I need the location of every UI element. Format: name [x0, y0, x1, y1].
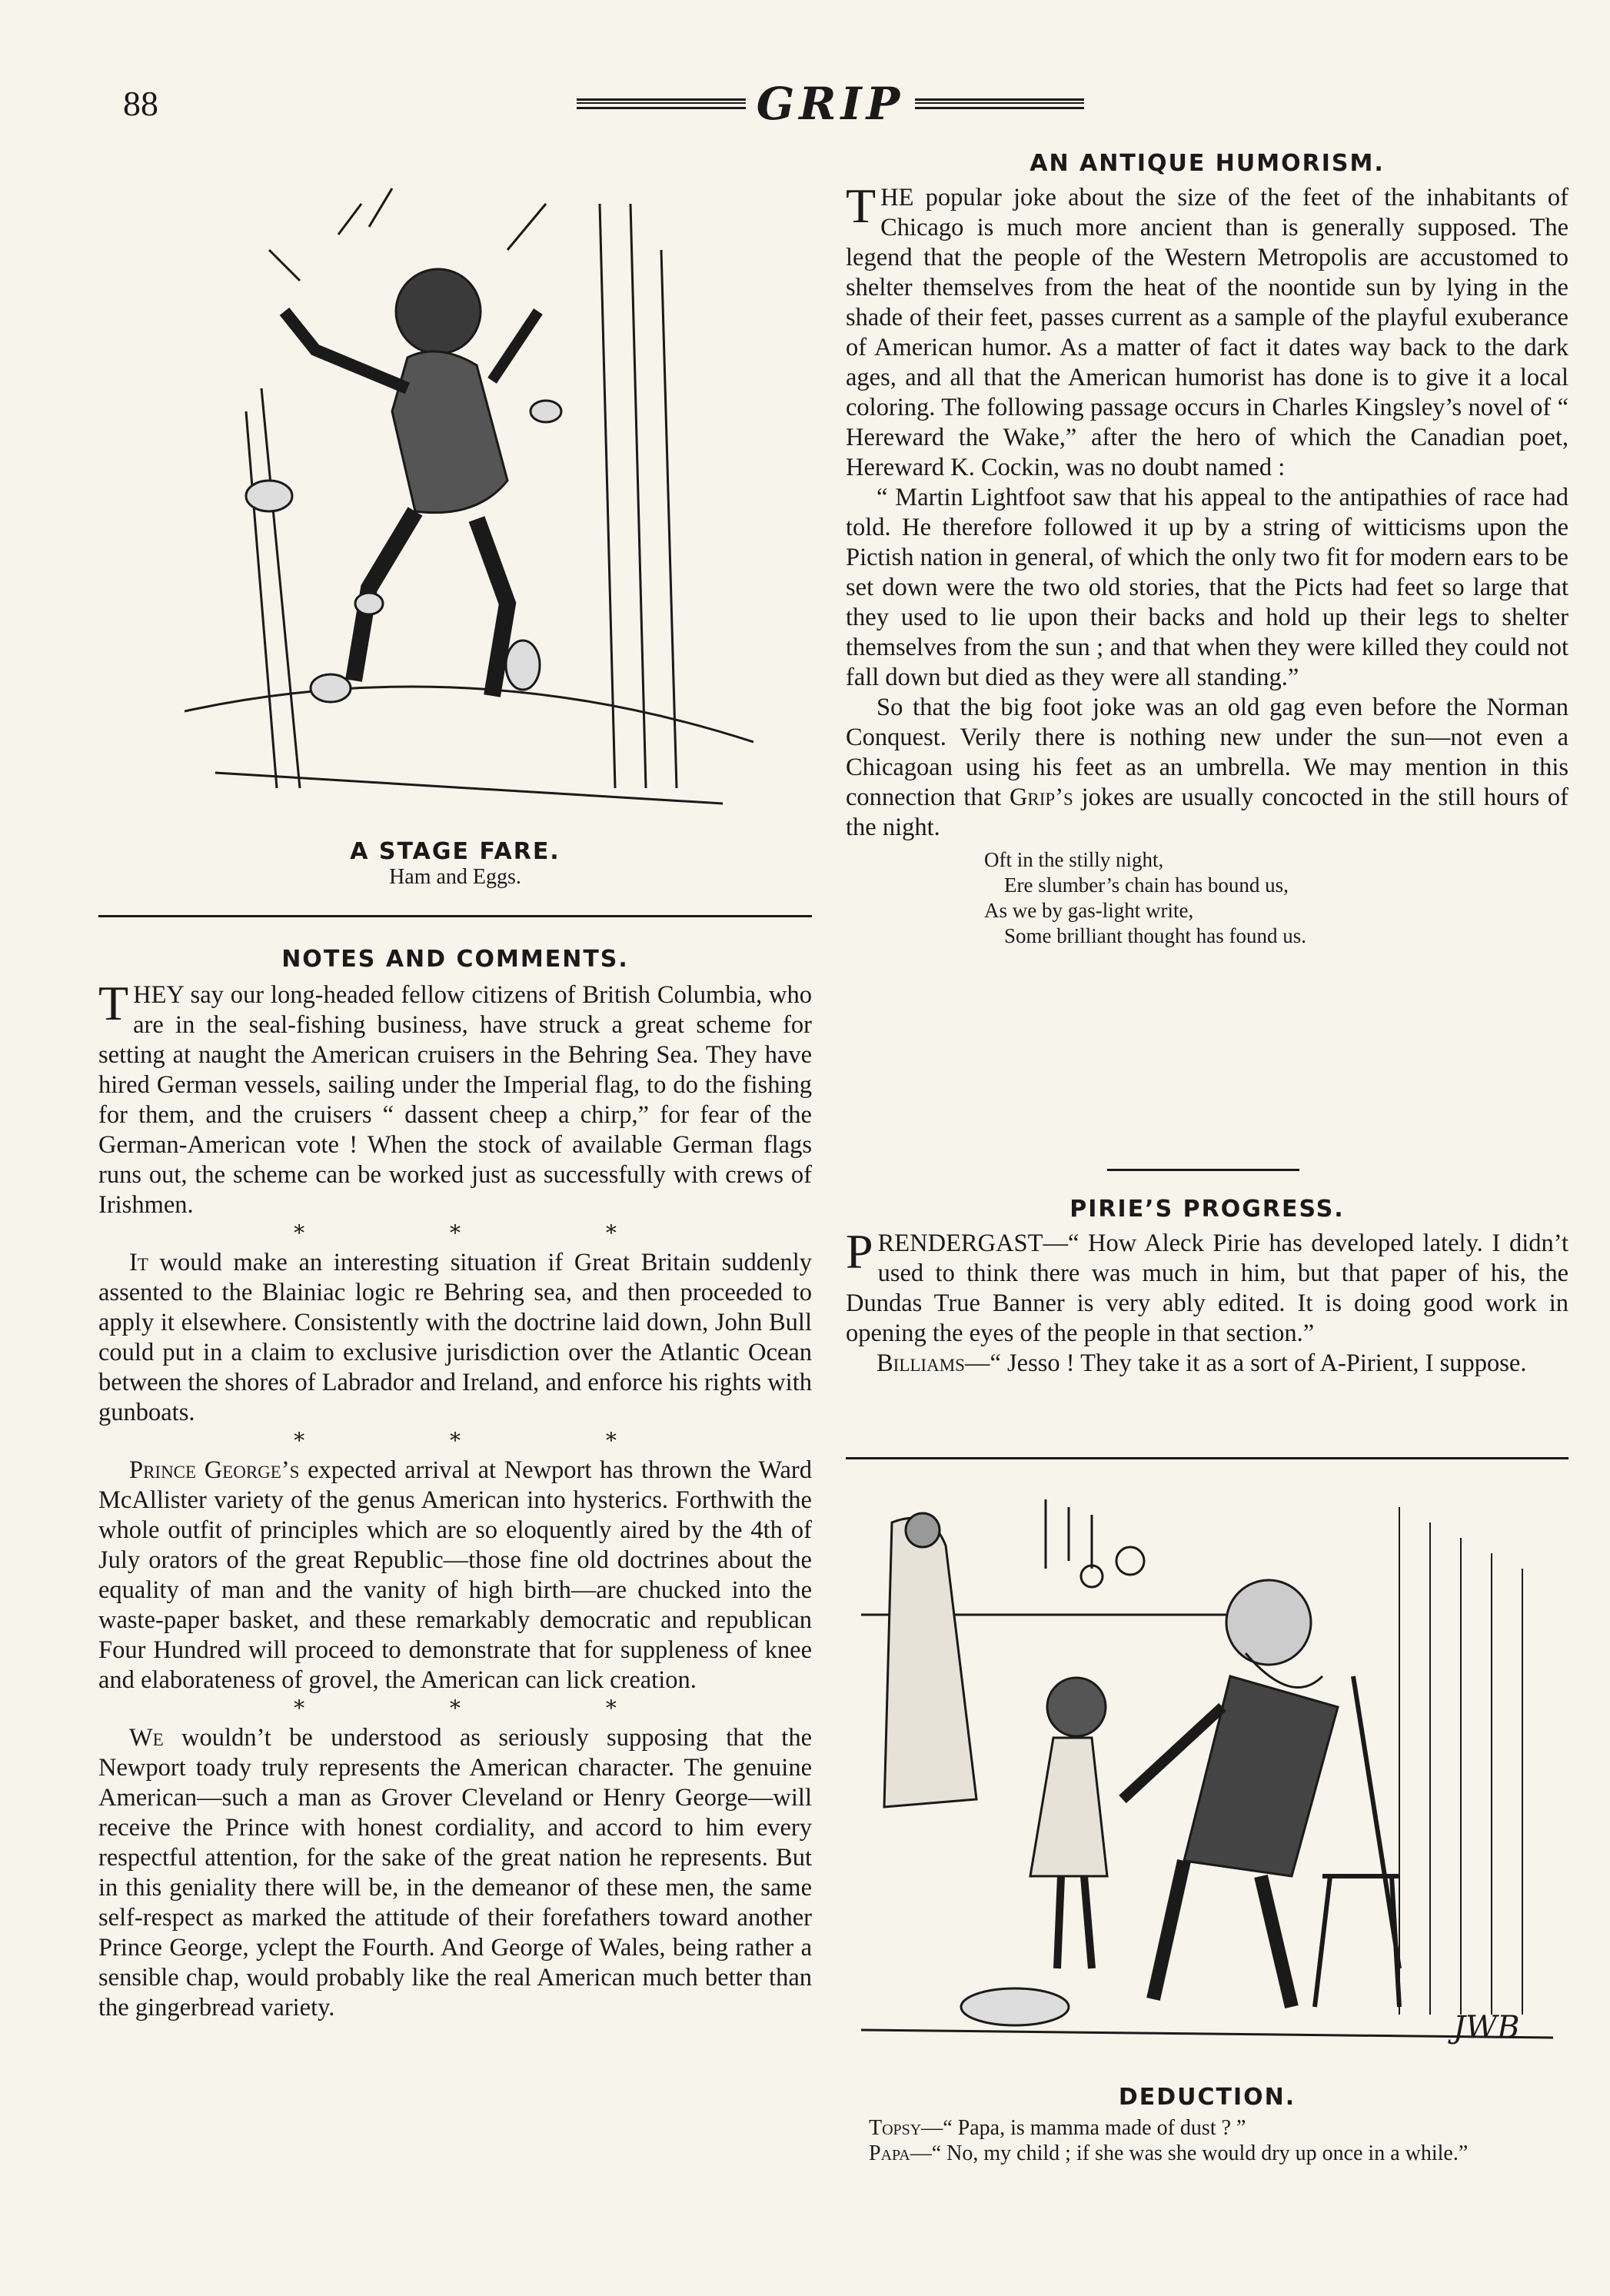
antique-paragraph-3 — [846, 693, 1568, 843]
antique-paragraph-3-b: jokes are usually concocted in the still hours of the night. — [846, 784, 1568, 841]
right-section-rule — [846, 1457, 1568, 1459]
deduction-line-2-speaker: Papa — [869, 2141, 910, 2165]
notes-paragraph-4-text: wouldn’t be understood as seriously supposing that the Newport toady truly represents the American character. The genuine American—such a man as Grover Cleveland or Henry George—will receive the Prince with honest cordiality, and accord to him every respectful attention, for the sake of the great nation he represents. But in this geniality there will be, in the demeanor of these men, the same self-respect as marked the attitude of their forefathers toward another Prince George, yclept the Fourth. And George of Wales, being rather a sensible chap, would probably like the real American much better than the gingerbread variety. — [98, 1724, 812, 2021]
page-number: 88 — [123, 84, 158, 123]
pirie-paragraph-1: PRENDERGAST—“ How Aleck Pirie has developed lately. I didn’t used to think there was much in him, but that paper of his, the Dundas True Banner is very ably edited. It is doing good work in opening the eyes of the people in that section.” — [846, 1224, 1568, 1347]
notes-and-comments-section — [98, 946, 812, 2023]
notes-paragraph-3-lead: Prince George’s — [129, 1456, 300, 1484]
notes-paragraph-1: THEY say our long-headed fellow citizens of British Columbia, who are in the seal-fishing business, have struck a great scheme for setting at naught the American cruisers in the Behring Sea. They have hired German vessels, sailing under the Imperial flag, to do the fishing for them, and the cruisers “ dassent cheep a chirp,” for fear of the German-American vote ! When the stock of available German flags runs out, the scheme can be worked just as successfully with crews of Irishmen. — [98, 976, 812, 1219]
deduction-drawing — [861, 1476, 1553, 2068]
notes-paragraph-4 — [98, 1723, 812, 2023]
deduction-line-1-text: —“ Papa, is mamma made of dust ? ” — [921, 2116, 1246, 2140]
artist-signature: JWB — [1453, 2010, 1520, 2045]
section-stars-2: * * * — [294, 1428, 686, 1453]
masthead-rule-left — [577, 98, 746, 109]
pirie-heading: PIRIE’S PROGRESS. — [1069, 1196, 1345, 1223]
antique-paragraph-3-grip: Grip’s — [1009, 784, 1073, 811]
notes-paragraph-3 — [98, 1456, 812, 1695]
pirie-section — [846, 1196, 1568, 1379]
pirie-paragraph-2-text: —“ Jesso ! They take it as a sort of A-Pirient, I suppose. — [964, 1349, 1527, 1377]
verse-line-3: As we by gas-light write, — [984, 899, 1194, 922]
notes-paragraph-3-text: expected arrival at Newport has thrown the Ward McAllister variety of the genus American into hysterics. Forthwith the whole outfit of principles which are so eloquently aired by the 4th of July orators of the great Republic—those fine old doctrines about the equality of man and the vanity of high birth—are chucked into the waste-paper basket, and these remarkably democratic and republican Four Hundred will proceed to demonstrate that for suppleness of knee and elaborateness of grovel, the American can lick creation. — [98, 1456, 812, 1694]
verse-line-4: Some brilliant thought has found us. — [1004, 924, 1306, 947]
pirie-paragraph-2-lead: Billiams — [877, 1349, 965, 1377]
deduction-line-2-text: —“ No, my child ; if she was she would dry up once in a while.” — [910, 2141, 1469, 2165]
verse-line-1: Oft in the stilly night, — [984, 848, 1164, 871]
deduction-caption-title: DEDUCTION. — [1118, 2084, 1296, 2111]
notes-paragraph-4-lead: We — [129, 1724, 164, 1752]
stage-fare-drawing — [185, 158, 753, 811]
verse-block — [984, 847, 1568, 949]
masthead — [577, 77, 1084, 131]
notes-paragraph-2-text: would make an interesting situation if Great Britain suddenly assented to the Blainiac logic re Behring sea, and then proceeded to apply it elsewhere. Consistently with the doctrine laid down, John Bull could put in a claim to exclusive jurisdiction over the Atlantic Ocean between the shores of Labrador and Ireland, and enforce his rights with gunboats. — [98, 1249, 812, 1426]
stage-fare-illustration — [185, 158, 753, 811]
deduction-line-2 — [846, 2141, 1568, 2166]
antique-paragraph-1: THE popular joke about the size of the feet of the inhabitants of Chicago is much more ancient than is generally supposed. The legend that the people of the Western Metropolis are accustomed to shelter themselves from the heat of the noontide sun by lying in the shade of their feet, passes current as a sample of the playful exuberance of American humor. As a matter of fact it dates way back to the dark ages, and all that the American humorist has done is to give it a local coloring. The following passage occurs in Charles Kingsley’s novel of “ Hereward the Wake,” after the hero of which the Canadian poet, Hereward K. Cockin, was no doubt named : — [846, 178, 1568, 481]
pirie-paragraph-2 — [846, 1349, 1568, 1379]
deduction-line-1-speaker: Topsy — [869, 2116, 922, 2140]
stage-fare-caption-title: A STAGE FARE. — [350, 838, 561, 865]
notes-heading: NOTES AND COMMENTS. — [281, 946, 629, 973]
masthead-title: GRIP — [756, 78, 905, 130]
notes-paragraph-2-lead: It — [129, 1249, 148, 1276]
antique-paragraph-3-a: So that the big foot joke was an old gag even before the Norman Conquest. Verily there is nothing new under the sun—not even a Chicagoan using his feet as an umbrella. We may mention in this connection that — [846, 694, 1568, 811]
antique-paragraph-2: “ Martin Lightfoot saw that his appeal to the antipathies of race had told. He therefore followed it up by a string of witticisms upon the Pictish nation in general, of which the only two fit for modern ears to be set down were the two old stories, that the Picts had feet so large that they used to lie upon their backs and hold up their legs to shelter themselves from the sun ; and that when they were killed they could not fall down but died as they were all standing.” — [846, 484, 1568, 691]
deduction-line-1 — [846, 2115, 1568, 2141]
antique-heading: AN ANTIQUE HUMORISM. — [1030, 150, 1385, 177]
verse-line-2: Ere slumber’s chain has bound us, — [1004, 873, 1289, 897]
deduction-illustration — [861, 1476, 1553, 2068]
section-stars-1: * * * — [294, 1220, 686, 1246]
notes-paragraph-2 — [98, 1248, 812, 1428]
stage-fare-caption-subtitle: Ham and Eggs. — [389, 865, 521, 889]
right-short-rule — [1107, 1169, 1299, 1171]
masthead-rule-right — [915, 98, 1084, 109]
section-stars-3: * * * — [294, 1695, 686, 1721]
left-section-rule — [98, 915, 812, 917]
antique-humorism-section — [846, 150, 1568, 949]
